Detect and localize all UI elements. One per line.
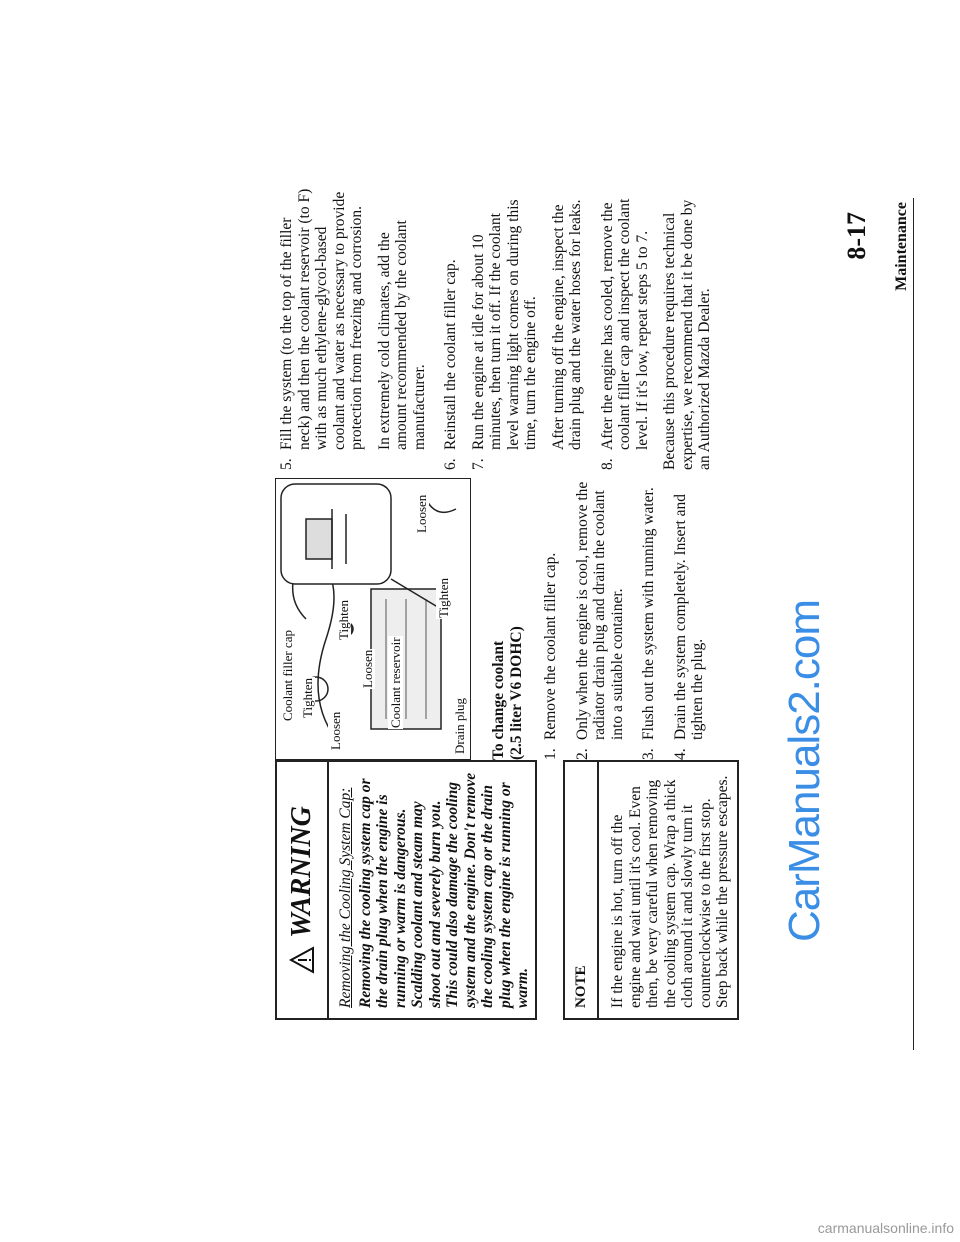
- warning-title-text: WARNING: [286, 806, 317, 938]
- step-number: 8.: [598, 458, 616, 470]
- section-header: Maintenance: [893, 202, 910, 291]
- step-text: Flush out the system with running water.: [640, 487, 657, 740]
- step: [278, 185, 366, 470]
- step-text: Reinstall the coolant filler cap.: [442, 259, 459, 450]
- step-text: Fill the system (to the top of the filler neck) and then the coolant reservoir (to F) with as much ethylene-glycol-based coolant and water as necessary to provide protection from freezing and corrosion.: [278, 188, 365, 450]
- step-number: 2.: [573, 748, 591, 760]
- label-coolant-filler-cap: Coolant filler cap: [280, 630, 295, 721]
- closing-text: Because this procedure requires technical expertise, we recommend that it be done by an Authorized Mazda Dealer.: [661, 199, 713, 470]
- step: [442, 185, 460, 470]
- step-number: 5.: [278, 458, 295, 470]
- step-number: 3.: [640, 748, 657, 760]
- step-7-note: After turning off the engine, inspect the drain plug and the water hoses for leaks.: [549, 199, 584, 450]
- coolant-system-illustration: [275, 478, 471, 760]
- step-text: Remove the coolant filler cap.: [542, 552, 559, 740]
- label-loosen: Loosen: [414, 494, 429, 533]
- warning-text: Removing the cooling system cap or the drain plug when the engine is running or warm is dangerous. Scalding coolant and steam may shoot out and severely burn you. This could also damage the cooling system and the engine. Don't remove the cooling system cap or the drain plug when the engine is running or warm.: [356, 772, 531, 1008]
- note-text: If the engine is hot, turn off the engine and wait until it's cool. Even then, be very careful when removing the cooling system cap. Wrap a thick cloth around it and slowly turn it counterclockwise to the first stop. Step back while the pressure escapes.: [609, 775, 731, 1008]
- step-text: Drain the system completely. Insert and tighten the plug.: [671, 493, 706, 740]
- procedure-column-1: [490, 478, 721, 760]
- step-text: Run the engine at idle for about 10 minutes, then turn it off. If the coolant level warning light comes on during this time, turn the engine off.: [469, 199, 539, 450]
- step: [672, 478, 707, 760]
- step: [640, 478, 658, 760]
- step-number: 1.: [542, 748, 559, 760]
- heading-line: To change coolant: [490, 640, 507, 760]
- step-5-note: In extremely cold climates, add the amount recommended by the coolant manufacturer.: [375, 220, 428, 450]
- note-title: NOTE: [565, 762, 599, 1018]
- label-loosen: Loosen: [360, 649, 375, 688]
- page-number: 8-17: [842, 212, 871, 260]
- footer-site-link[interactable]: carmanualsonline.info: [817, 1220, 954, 1236]
- warning-title: [277, 762, 329, 1018]
- label-tighten: Tighten: [436, 578, 451, 618]
- step: [599, 185, 652, 470]
- step-text: Only when the engine is cool, remove the radiator drain plug and drain the coolant into a suitable container.: [573, 481, 626, 740]
- label-coolant-reservoir: Coolant reservoir: [388, 637, 403, 728]
- heading-line: (2.5 liter V6 DOHC): [507, 626, 525, 760]
- label-loosen: Loosen: [328, 711, 343, 750]
- step-number: 6.: [442, 458, 459, 470]
- label-drain-plug: Drain plug: [452, 698, 467, 754]
- warning-triangle-icon: [289, 946, 315, 974]
- step: [470, 185, 540, 470]
- label-tighten: Tighten: [300, 678, 315, 718]
- procedure-heading: [490, 478, 525, 760]
- step-text: After the engine has cooled, remove the coolant filler cap and inspect the coolant level. If it's low, repeat steps 5 to 7.: [598, 198, 651, 450]
- step-number: 4.: [671, 748, 689, 760]
- step: [542, 478, 560, 760]
- step: [574, 478, 627, 760]
- warning-box: [275, 760, 537, 1020]
- label-tighten: Tighten: [336, 600, 351, 640]
- note-box: [563, 760, 739, 1020]
- step-number: 7.: [469, 458, 487, 470]
- watermark: CarManuals2.com: [780, 599, 829, 942]
- header-rule: [913, 198, 914, 1050]
- procedure-column-2: [278, 185, 718, 470]
- warning-subtitle: Removing the Cooling System Cap:: [337, 787, 354, 1008]
